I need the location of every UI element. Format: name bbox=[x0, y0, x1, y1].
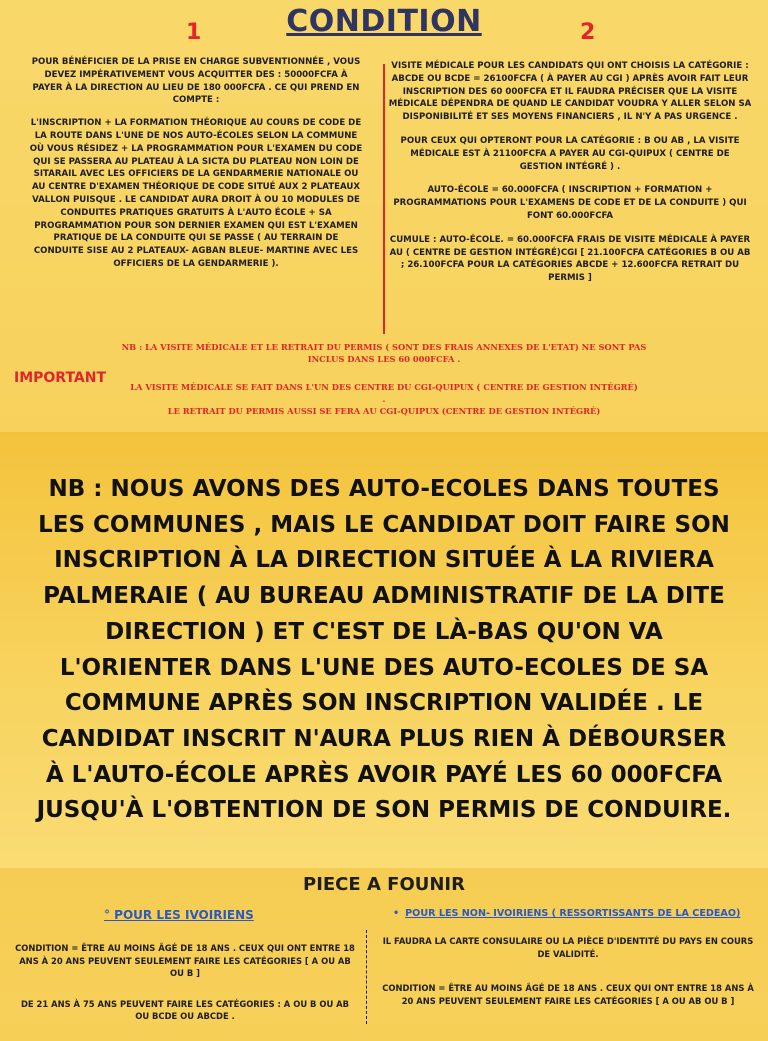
right-paragraph-1: VISITE MÉDICALE POUR LES CANDIDATS QUI ONT CHOISIS LA CATÉGORIE : ABCDE OU BCDE = 26100FCFA ( À PAYER AU CGI ) APRÈS AVOIR FAIT LEUR INSCRIPTION DES 60 000FCFA ET IL FAUDRA PRÉCISER QUE LA VISITE MÉDICALE DÉPENDRA DE QUAND LE CANDIDAT VOUDRA Y ALLER SELON SA DISPONIBILITÉ ET SES MOYENS FINANCIERS , IL N'Y A PAS URGENCE . bbox=[388, 61, 752, 123]
right-paragraph-3: AUTO-ÉCOLE = 60.000FCFA ( INSCRIPTION + FORMATION + PROGRAMMATIONS POUR L'EXAMENS DE CODE ET DE LA CONDUITE ) QUI FONT 60.000FCFA bbox=[393, 185, 747, 221]
important-line-2: LE RETRAIT DU PERMIS AUSSI SE FERA AU CGI-QUIPUX (CENTRE DE GESTION INTÉGRÉ) bbox=[167, 406, 601, 416]
column-number-1: 1 bbox=[186, 20, 202, 45]
non-ivorians-heading-label: POUR LES NON- IVOIRIENS ( RESSORTISSANTS DE LA CEDEAO) bbox=[405, 908, 741, 919]
column-divider bbox=[383, 64, 385, 334]
non-ivorians-condition-1: IL FAUDRA LA CARTE CONSULAIRE OU LA PIÈCE D'IDENTITÉ DU PAYS EN COURS DE VALIDITÉ. bbox=[382, 936, 754, 959]
important-label: IMPORTANT bbox=[14, 370, 107, 386]
left-column bbox=[28, 56, 364, 281]
main-notice-text: NB : NOUS AVONS DES AUTO-ECOLES DANS TOUTES LES COMMUNES , MAIS LE CANDIDAT DOIT FAIRE SON INSCRIPTION À LA DIRECTION SITUÉE À LA RIVIERA PALMERAIE ( AU BUREAU ADMINISTRATIF DE LA DITE DIRECTION ) ET C'EST DE LÀ-BAS QU'ON VA L'ORIENTER DANS L'UNE DES AUTO-ECOLES DE SA COMMUNE APRÈS SON INSCRIPTION VALIDÉE . LE CANDIDAT INSCRIT N'AURA PLUS RIEN À DÉBOURSER À L'AUTO-ÉCOLE APRÈS AVOIR PAYÉ LES 60 000FCFA JUSQU'À L'OBTENTION DE SON PERMIS DE CONDUIRE. bbox=[36, 476, 732, 824]
pieces-divider bbox=[366, 930, 367, 1024]
nb-fees-note: NB : LA VISITE MÉDICALE ET LE RETRAIT DU PERMIS ( SONT DES FRAIS ANNEXES DE L'ETAT) NE SONT PAS INCLUS DANS LES 60 000FCFA . bbox=[121, 342, 647, 364]
important-line-1: LA VISITE MÉDICALE SE FAIT DANS L'UN DES CENTRE DU CGI-QUIPUX ( CENTRE DE GESTION INTÉGRÉ) . bbox=[130, 382, 638, 404]
left-paragraph-1: POUR BÉNÉFICIER DE LA PRISE EN CHARGE SUBVENTIONNÉE , VOUS DEVEZ IMPÉRATIVEMENT VOUS ACQUITTER DES : 50000FCFA À PAYER À LA DIRECTION AU LIEU DE 180 000FCFA . CE QUI PREND EN COMPTE : bbox=[31, 57, 361, 106]
bullet-icon: • bbox=[393, 908, 400, 919]
ivorians-condition-2: DE 21 ANS À 75 ANS PEUVENT FAIRE LES CATÉGORIES : A OU B OU AB OU BCDE OU ABCDE . bbox=[20, 998, 350, 1022]
column-number-2: 2 bbox=[580, 20, 596, 45]
important-text bbox=[130, 381, 638, 417]
left-paragraph-2: L'INSCRIPTION + LA FORMATION THÉORIQUE AU COURS DE CODE DE LA ROUTE DANS L'UNE DE NOS AUTO-ÉCOLES SELON LA COMMUNE OÙ VOUS RÉSIDEZ + LA PROGRAMMATION POUR L'EXAMEN DU CODE QUI SE PASSERA AU PLATEAU À LA SICTA DU PLATEAU NON LOIN DE SITARAIL AVEC LES OFFICIERS DE LA GENDARMERIE NATIONALE OU AU CENTRE D'EXAMEN THÉORIQUE DE CODE SITUÉ AUX 2 PLATEAUX VALLON PUISQUE . LE CANDIDAT AURA DROIT À OU 10 MODULES DE CONDUITES PRATIQUES GRATUITS À L'AUTO ÉCOLE + SA PROGRAMMATION POUR SON DERNIER EXAMEN QUI EST L'EXAMEN PRATIQUE DE LA CONDUITE QUI SE PASSE ( AU TERRAIN DE CONDUITE SISE AU 2 PLATEAUX- AGBAN BLEUE- MARTINE AVEC LES OFFICIERS DE LA GENDARMERIE ). bbox=[29, 118, 363, 269]
ivorians-heading: ° POUR LES IVOIRIENS bbox=[104, 908, 254, 922]
non-ivorians-conditions bbox=[378, 935, 758, 1029]
non-ivorians-condition-2: CONDITION = ÊTRE AU MOINS ÂGÉ DE 18 ANS . CEUX QUI ONT ENTRE 18 ANS À 20 ANS PEUVENT SEULEMENT FAIRE LES CATÉGORIES [ A OU AB OU B ] bbox=[382, 983, 754, 1006]
non-ivorians-heading bbox=[393, 908, 740, 919]
page-title: CONDITION bbox=[286, 4, 482, 39]
right-paragraph-2: POUR CEUX QUI OPTERONT POUR LA CATÉGORIE : B OU AB , LA VISITE MÉDICALE EST À 21100FCFA A PAYER AU CGI-QUIPUX ( CENTRE DE GESTION INTÉGRÉ ) . bbox=[400, 135, 740, 172]
right-paragraph-4: CUMULE : AUTO-ÉCOLE. = 60.000FCFA FRAIS DE VISITE MÉDICALE À PAYER AU ( CENTRE DE GESTION INTÉGRÉ)CGI [ 21.100FCFA CATÉGORIES B OU AB ; 26.100FCFA POUR LA CATÉGORIES ABCDE + 12.600FCFA RETRAIT DU PERMIS ] bbox=[389, 234, 751, 284]
ivorians-conditions bbox=[14, 942, 356, 1041]
right-column bbox=[388, 60, 752, 296]
pieces-title: PIECE A FOUNIR bbox=[303, 874, 465, 895]
ivorians-condition-1: CONDITION = ÊTRE AU MOINS ÂGÉ DE 18 ANS . CEUX QUI ONT ENTRE 18 ANS À 20 ANS PEUVENT SEULEMENT FAIRE LES CATÉGORIES [ A OU AB OU B ] bbox=[15, 943, 355, 979]
